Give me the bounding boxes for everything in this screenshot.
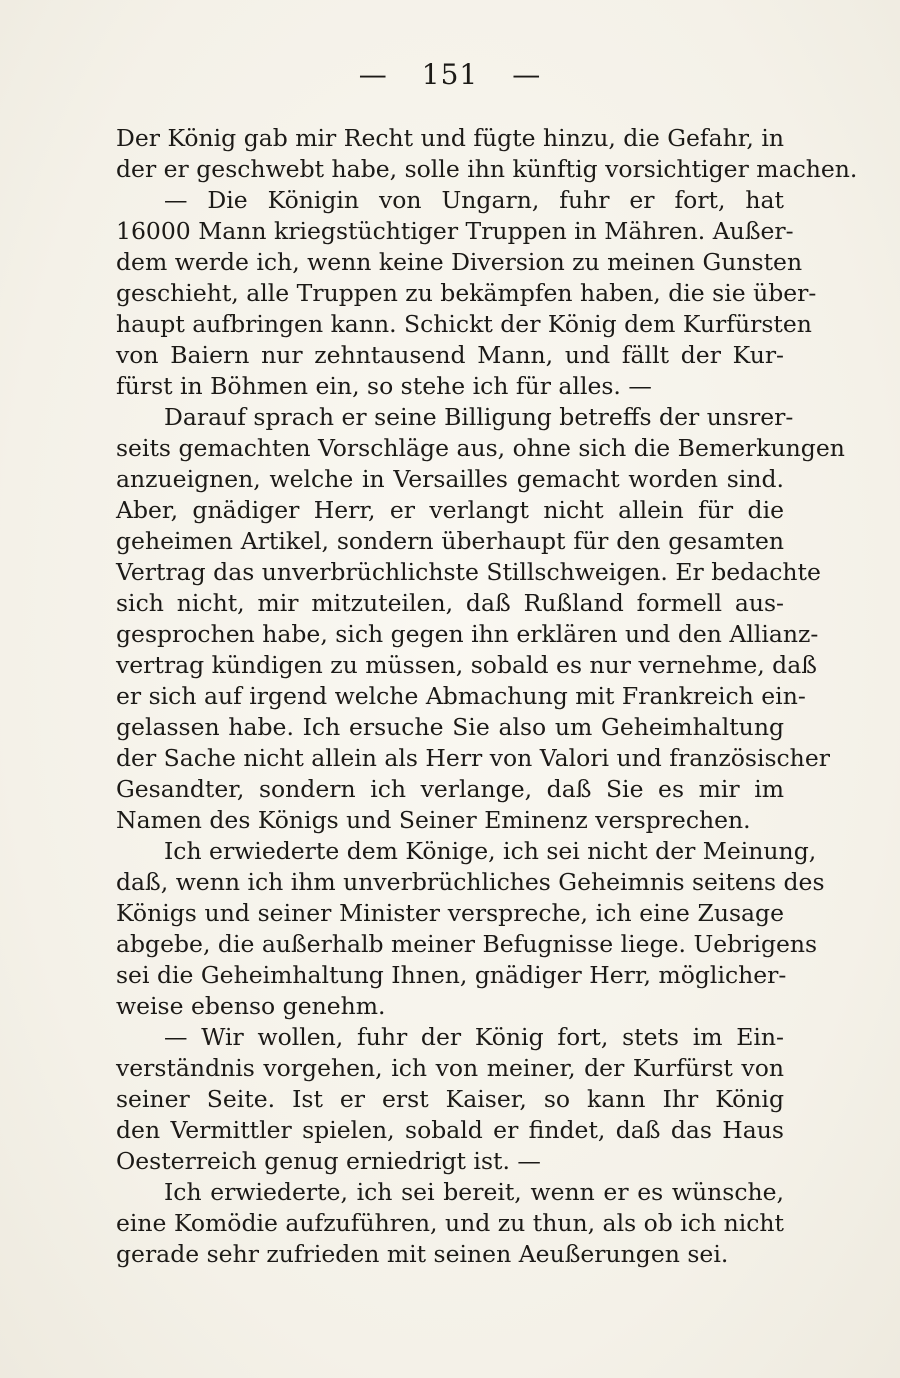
text-line: vertrag kündigen zu müssen, sobald es nur vernehme, daß [116,651,817,679]
text-line: verständnis vorgehen, ich von meiner, der Kurfürst von [116,1054,784,1082]
text-line: fürst in Böhmen ein, so stehe ich für alles. — [116,372,652,400]
text-line: — Wir wollen, fuhr der König fort, stets im Ein- [164,1023,784,1051]
text-line: eine Komödie aufzuführen, und zu thun, als ob ich nicht [116,1209,784,1237]
text-line: seits gemachten Vorschläge aus, ohne sich die Bemerkungen [116,434,845,462]
text-line: gerade sehr zufrieden mit seinen Aeußerungen sei. [116,1240,729,1268]
text-line: geheimen Artikel, sondern überhaupt für den gesamten [116,527,784,555]
text-line: daß, wenn ich ihm unverbrüchliches Geheimnis seitens des [116,868,825,896]
text-line: seiner Seite. Ist er erst Kaiser, so kann Ihr König [116,1085,784,1113]
text-line: sich nicht, mir mitzuteilen, daß Rußland formell aus- [116,589,784,617]
text-line: gelassen habe. Ich ersuche Sie also um Geheimhaltung [116,713,784,741]
body-text [116,123,858,1270]
text-line: haupt aufbringen kann. Schickt der König dem Kurfürsten [116,310,812,338]
page-header [0,58,900,91]
text-line: abgebe, die außerhalb meiner Befugnisse liege. Uebrigens [116,930,818,958]
text-line: — Die Königin von Ungarn, fuhr er fort, hat [164,186,784,214]
text-line: sei die Geheimhaltung Ihnen, gnädiger Herr, möglicher- [116,961,787,989]
text-line: Darauf sprach er seine Billigung betreffs der unsrer- [164,403,794,431]
text-line: der er geschwebt habe, solle ihn künftig vorsichtiger machen. [116,155,858,183]
text-line: gesprochen habe, sich gegen ihn erklären und den Allianz- [116,620,819,648]
text-line: Der König gab mir Recht und fügte hinzu, die Gefahr, in [116,124,784,152]
text-line: Oesterreich genug erniedrigt ist. — [116,1147,541,1175]
text-line: von Baiern nur zehntausend Mann, und fällt der Kur- [116,341,784,369]
text-line: 16000 Mann kriegstüchtiger Truppen in Mähren. Außer- [116,217,794,245]
text-line: Gesandter, sondern ich verlange, daß Sie es mir im [116,775,784,803]
text-line: Vertrag das unverbrüchlichste Stillschweigen. Er bedachte [116,558,821,586]
text-line: Königs und seiner Minister verspreche, ich eine Zusage [116,899,784,927]
text-line: weise ebenso genehm. [116,992,386,1020]
header-dash-right: — [512,58,542,91]
header-dash-left: — [358,58,388,91]
text-line: geschieht, alle Truppen zu bekämpfen haben, die sie über- [116,279,817,307]
text-line: anzueignen, welche in Versailles gemacht worden sind. [116,465,784,493]
page-number: 151 [421,58,479,91]
text-line: Ich erwiederte, ich sei bereit, wenn er es wünsche, [164,1178,784,1206]
text-line: Ich erwiederte dem Könige, ich sei nicht der Meinung, [164,837,817,865]
text-line: Namen des Königs und Seiner Eminenz versprechen. [116,806,751,834]
text-line: Aber, gnädiger Herr, er verlangt nicht allein für die [116,496,784,524]
text-line: dem werde ich, wenn keine Diversion zu meinen Gunsten [116,248,803,276]
text-line: der Sache nicht allein als Herr von Valori und französischer [116,744,830,772]
text-line: er sich auf irgend welche Abmachung mit Frankreich ein- [116,682,806,710]
text-line: den Vermittler spielen, sobald er findet, daß das Haus [116,1116,784,1144]
